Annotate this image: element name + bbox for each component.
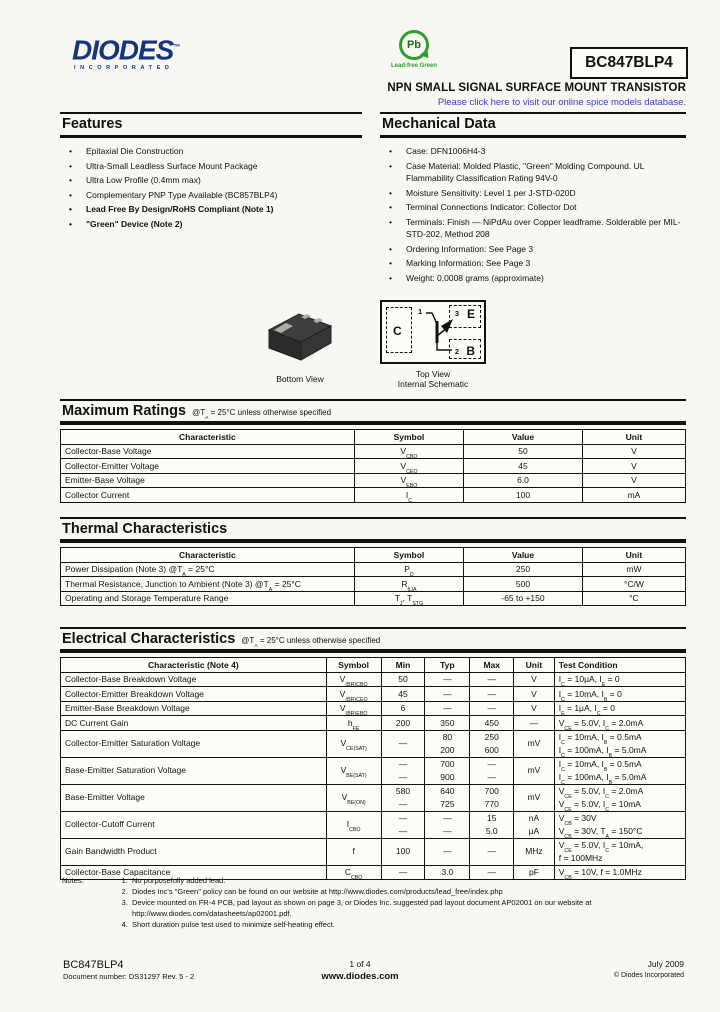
diodes-logo bbox=[72, 34, 212, 71]
table-cell: $R_{\theta JA}$ bbox=[354, 577, 463, 592]
table-cell: DC Current Gain bbox=[61, 716, 327, 731]
footer-date: July 2009 bbox=[647, 959, 684, 969]
table-row bbox=[61, 757, 686, 784]
conditions-note: $@T_A = 25^\circ C$ unless otherwise specified bbox=[192, 408, 332, 421]
table-cell: Collector-Base Capacitance bbox=[61, 865, 327, 880]
table-cell: $P_D$ bbox=[354, 562, 463, 577]
feature-item: • Ultra-Small Leadless Surface Mount Package bbox=[60, 160, 362, 173]
table-cell: mV bbox=[514, 757, 555, 784]
table-cell: mW bbox=[582, 562, 685, 577]
table-cell: V bbox=[514, 687, 555, 702]
table-cell: f bbox=[326, 838, 381, 865]
page-footer bbox=[0, 958, 720, 998]
package-3d-icon bbox=[257, 306, 343, 364]
table-cell: $V_{CB} = 10V$, f = 1.0MHz bbox=[554, 865, 685, 880]
features-list bbox=[60, 145, 362, 230]
table-cell: 250 bbox=[464, 562, 583, 577]
lead-free-green-badge bbox=[391, 30, 437, 69]
top-view-label: Top View Internal Schematic bbox=[397, 369, 469, 389]
table-cell: — — bbox=[381, 757, 425, 784]
table-cell: $V_{(BR)EBO}$ bbox=[326, 701, 381, 716]
table-row bbox=[61, 701, 686, 716]
table-cell: $I_E = 1\mu A$, $I_C = 0$ bbox=[554, 701, 685, 716]
table-cell: Emitter-Base Voltage bbox=[61, 473, 355, 488]
column-header: Unit bbox=[582, 548, 685, 563]
table-cell: V bbox=[582, 473, 685, 488]
table-cell: — bbox=[470, 701, 514, 716]
table-cell: Collector-Emitter Breakdown Voltage bbox=[61, 687, 327, 702]
table-cell: 350 bbox=[425, 716, 470, 731]
table-cell: — bbox=[470, 687, 514, 702]
table-cell: 50 bbox=[381, 672, 425, 687]
table-cell: $V_{(BR)CBO}$ bbox=[326, 672, 381, 687]
page-title: NPN SMALL SIGNAL SURFACE MOUNT TRANSISTOR bbox=[387, 82, 686, 94]
column-header: Test Condition bbox=[554, 658, 685, 673]
mechanical-data-section bbox=[380, 112, 686, 286]
lead-free-icon bbox=[399, 30, 429, 60]
mechanical-data-list bbox=[380, 145, 686, 284]
pin-label-e: E bbox=[466, 307, 475, 321]
table-cell: 700 770 bbox=[470, 784, 514, 811]
table-cell: 580 — bbox=[381, 784, 425, 811]
table-cell: — bbox=[425, 838, 470, 865]
mechanical-item: • Moisture Sensitivity: Level 1 per J-STD-020D bbox=[380, 187, 686, 200]
column-header: Symbol bbox=[354, 430, 463, 445]
column-header: Typ bbox=[425, 658, 470, 673]
table-cell: $T_J$, $T_{STG}$ bbox=[354, 591, 463, 606]
leaf-arrow-icon bbox=[420, 49, 433, 62]
table-cell: pF bbox=[514, 865, 555, 880]
table-cell: Gain Bandwidth Product bbox=[61, 838, 327, 865]
mechanical-item: • Case: DFN1006H4-3 bbox=[380, 145, 686, 158]
table-cell: mA bbox=[582, 488, 685, 503]
table-cell: $V_{CE(SAT)}$ bbox=[326, 730, 381, 757]
thermal-characteristics-section bbox=[60, 517, 686, 606]
conditions-note: $@T_A = 25^\circ C$ unless otherwise specified bbox=[241, 636, 381, 649]
table-cell: $I_C$ bbox=[354, 488, 463, 503]
column-header: Characteristic bbox=[61, 548, 355, 563]
table-cell: Collector-Base Voltage bbox=[61, 444, 355, 459]
column-header: Symbol bbox=[326, 658, 381, 673]
table-cell: — bbox=[425, 687, 470, 702]
table-cell: $I_{CBO}$ bbox=[326, 811, 381, 838]
table-cell: — — bbox=[470, 757, 514, 784]
table-cell: $I_C = 10mA$, $I_B = 0.5mA$ $I_C = 100mA$, $I_B = 5.0mA$ bbox=[554, 730, 685, 757]
table-cell: 6.0 bbox=[464, 473, 583, 488]
schematic-box bbox=[380, 300, 486, 364]
part-number-box: BC847BLP4 bbox=[570, 47, 688, 79]
table-cell: — bbox=[470, 865, 514, 880]
diodes-logo-wordmark: DIODES™ bbox=[72, 34, 180, 66]
feature-item: • Epitaxial Die Construction bbox=[60, 145, 362, 158]
table-row bbox=[61, 459, 686, 474]
note-item: 2. Diodes Inc's "Green" policy can be found on our website at http://www.diodes.com/products/lead_free/index.php bbox=[130, 887, 686, 898]
bottom-view-figure bbox=[250, 306, 350, 384]
table-cell: $V_{CEO}$ bbox=[354, 459, 463, 474]
note-item: 3. Device mounted on FR-4 PCB, pad layout as shown on page 3, or Diodes Inc. suggested pad layout document AP02001 on our website at http://www.diodes.com/datasheets/ap02001.pdf. bbox=[130, 898, 686, 919]
table-row bbox=[61, 784, 686, 811]
heading-rule bbox=[60, 539, 686, 543]
table-cell: Power Dissipation (Note 3) $@T_A = 25^\circ C$ bbox=[61, 562, 355, 577]
table-cell: V bbox=[514, 701, 555, 716]
trademark-symbol: ™ bbox=[173, 44, 180, 51]
table-cell: $V_{CB} = 30V$ $V_{CB} = 30V$, $T_A = 150^\circ C$ bbox=[554, 811, 685, 838]
table-cell: 250 600 bbox=[470, 730, 514, 757]
table-cell: $V_{BE(ON)}$ bbox=[326, 784, 381, 811]
table-header-row bbox=[61, 658, 686, 673]
table-cell: Collector Current bbox=[61, 488, 355, 503]
table-cell: $V_{CE} = 5.0V$, $I_C = 10mA$, f = 100MHz bbox=[554, 838, 685, 865]
notes-label: Notes: bbox=[62, 876, 84, 885]
column-header: Characteristic bbox=[61, 430, 355, 445]
table-cell: 3.0 bbox=[425, 865, 470, 880]
mechanical-item: • Weight: 0.0008 grams (approximate) bbox=[380, 272, 686, 285]
internal-schematic-figure bbox=[378, 300, 488, 389]
table-cell: V bbox=[582, 444, 685, 459]
table-cell: Base-Emitter Voltage bbox=[61, 784, 327, 811]
heading-rule bbox=[60, 421, 686, 425]
table-cell: — — bbox=[425, 811, 470, 838]
maximum-ratings-table bbox=[60, 429, 686, 503]
feature-item: • Ultra Low Profile (0.4mm max) bbox=[60, 174, 362, 187]
table-header-row bbox=[61, 548, 686, 563]
table-cell: Base-Emitter Saturation Voltage bbox=[61, 757, 327, 784]
table-cell: Emitter-Base Breakdown Voltage bbox=[61, 701, 327, 716]
heading-rule bbox=[60, 649, 686, 653]
footer-right bbox=[614, 958, 684, 980]
table-cell: V bbox=[514, 672, 555, 687]
table-cell: Collector-Emitter Saturation Voltage bbox=[61, 730, 327, 757]
table-row bbox=[61, 730, 686, 757]
column-header: Characteristic (Note 4) bbox=[61, 658, 327, 673]
table-cell: $V_{CE} = 5.0V$, $I_C = 2.0mA$ $V_{CE} = 5.0V$, $I_C = 10mA$ bbox=[554, 784, 685, 811]
electrical-characteristics-section bbox=[60, 627, 686, 880]
table-cell: Collector-Base Breakdown Voltage bbox=[61, 672, 327, 687]
table-cell: 45 bbox=[464, 459, 583, 474]
mechanical-item: • Terminals: Finish — NiPdAu over Copper leadframe. Solderable per MIL-STD-202, Method 208 bbox=[380, 216, 686, 241]
pin-label-c: C bbox=[393, 324, 402, 338]
pin-number-3: 3 bbox=[454, 309, 459, 318]
table-cell: $I_C = 10mA$, $I_B = 0.5mA$ $I_C = 100mA$, $I_B = 5.0mA$ bbox=[554, 757, 685, 784]
footer-part-number: BC847BLP4 bbox=[63, 959, 124, 971]
table-cell: $V_{BE(SAT)}$ bbox=[326, 757, 381, 784]
table-cell: 500 bbox=[464, 577, 583, 592]
column-header: Min bbox=[381, 658, 425, 673]
table-cell: — — bbox=[381, 811, 425, 838]
table-cell: V bbox=[582, 459, 685, 474]
table-cell: 80 200 bbox=[425, 730, 470, 757]
features-section bbox=[60, 112, 362, 232]
column-header: Unit bbox=[514, 658, 555, 673]
pin-number-1: 1 bbox=[418, 307, 423, 316]
column-header: Symbol bbox=[354, 548, 463, 563]
table-cell: 640 725 bbox=[425, 784, 470, 811]
table-cell: 50 bbox=[464, 444, 583, 459]
table-row bbox=[61, 562, 686, 577]
table-row bbox=[61, 577, 686, 592]
table-cell: — bbox=[470, 838, 514, 865]
table-cell: 6 bbox=[381, 701, 425, 716]
column-header: Value bbox=[464, 548, 583, 563]
table-cell: $V_{CE} = 5.0V$, $I_C = 2.0mA$ bbox=[554, 716, 685, 731]
footer-website: www.diodes.com bbox=[321, 971, 399, 982]
column-header: Unit bbox=[582, 430, 685, 445]
table-cell: — bbox=[425, 701, 470, 716]
table-cell: 45 bbox=[381, 687, 425, 702]
feature-item: • "Green" Device (Note 2) bbox=[60, 218, 362, 231]
table-cell: 450 bbox=[470, 716, 514, 731]
electrical-heading: Electrical Characteristics $@T_A = 25^\circ C$ unless otherwise specified bbox=[60, 627, 686, 649]
pin-number-2: 2 bbox=[454, 347, 459, 356]
mechanical-data-heading: Mechanical Data bbox=[380, 112, 686, 138]
pb-symbol: Pb bbox=[406, 39, 422, 51]
footer-page-number: 1 of 4 bbox=[349, 959, 371, 969]
table-cell: $I_C = 10\mu A$, $I_E = 0$ bbox=[554, 672, 685, 687]
note-item: 4. Short duration pulse test used to minimize self-heating effect. bbox=[130, 920, 686, 931]
bottom-view-label: Bottom View bbox=[276, 374, 324, 384]
internal-schematic-label: Internal Schematic bbox=[397, 379, 469, 389]
table-cell: — bbox=[381, 865, 425, 880]
diodes-logo-incorporated: INCORPORATED bbox=[74, 65, 174, 72]
lead-free-caption: Lead-free Green bbox=[391, 63, 438, 69]
table-cell: 200 bbox=[381, 716, 425, 731]
table-cell: °C bbox=[582, 591, 685, 606]
features-heading: Features bbox=[60, 112, 362, 138]
footer-center bbox=[0, 958, 720, 982]
table-cell: — bbox=[514, 716, 555, 731]
mechanical-item: • Marking Information: See Page 3 bbox=[380, 257, 686, 270]
table-cell: $C_{CBO}$ bbox=[326, 865, 381, 880]
table-row bbox=[61, 488, 686, 503]
pin-e-pad-outline bbox=[449, 305, 481, 328]
pin-label-b: B bbox=[466, 344, 475, 358]
footer-copyright: © Diodes Incorporated bbox=[613, 972, 684, 979]
footer-doc-number: Document number: DS31297 Rev. 5 - 2 bbox=[63, 972, 195, 981]
thermal-heading: Thermal Characteristics bbox=[60, 517, 686, 539]
spice-models-link[interactable]: Please click here to visit our online spice models database. bbox=[437, 97, 686, 108]
notes-list bbox=[114, 876, 686, 931]
mechanical-item: • Case Material: Molded Plastic, "Green" Molding Compound. UL Flammability Classification Rating 94V-0 bbox=[380, 160, 686, 185]
table-cell: 700 900 bbox=[425, 757, 470, 784]
feature-item: • Lead Free By Design/RoHS Compliant (Note 1) bbox=[60, 203, 362, 216]
table-cell: — bbox=[381, 730, 425, 757]
mechanical-item: • Ordering Information: See Page 3 bbox=[380, 243, 686, 256]
table-cell: — bbox=[425, 672, 470, 687]
feature-item: • Complementary PNP Type Available (BC857BLP4) bbox=[60, 189, 362, 202]
table-cell: $V_{EBO}$ bbox=[354, 473, 463, 488]
table-row bbox=[61, 444, 686, 459]
table-row bbox=[61, 811, 686, 838]
table-header-row bbox=[61, 430, 686, 445]
table-cell: MHz bbox=[514, 838, 555, 865]
table-cell: $h_{FE}$ bbox=[326, 716, 381, 731]
table-row bbox=[61, 687, 686, 702]
table-row bbox=[61, 838, 686, 865]
electrical-table bbox=[60, 657, 686, 880]
maximum-ratings-section bbox=[60, 399, 686, 503]
table-row bbox=[61, 473, 686, 488]
table-cell: $V_{CBO}$ bbox=[354, 444, 463, 459]
pin-b-pad-outline bbox=[449, 339, 481, 359]
table-cell: Thermal Resistance, Junction to Ambient (Note 3) $@T_A = 25^\circ C$ bbox=[61, 577, 355, 592]
table-cell: Collector-Cutoff Current bbox=[61, 811, 327, 838]
table-cell: Collector-Emitter Voltage bbox=[61, 459, 355, 474]
column-header: Value bbox=[464, 430, 583, 445]
note-item: 1. No purposefully added lead. bbox=[130, 876, 686, 887]
table-cell: $I_C = 10mA$, $I_B = 0$ bbox=[554, 687, 685, 702]
table-row bbox=[61, 716, 686, 731]
table-cell: mV bbox=[514, 784, 555, 811]
table-cell: 15 5.0 bbox=[470, 811, 514, 838]
table-cell: $V_{(BR)CEO}$ bbox=[326, 687, 381, 702]
table-cell: °C/W bbox=[582, 577, 685, 592]
table-row bbox=[61, 672, 686, 687]
table-cell: -65 to +150 bbox=[464, 591, 583, 606]
thermal-table bbox=[60, 547, 686, 606]
table-cell: Operating and Storage Temperature Range bbox=[61, 591, 355, 606]
maximum-ratings-heading: Maximum Ratings $@T_A = 25^\circ C$ unless otherwise specified bbox=[60, 399, 686, 421]
column-header: Max bbox=[470, 658, 514, 673]
mechanical-item: • Terminal Connections Indicator: Collector Dot bbox=[380, 201, 686, 214]
table-cell: — bbox=[470, 672, 514, 687]
table-cell: mV bbox=[514, 730, 555, 757]
table-cell: 100 bbox=[381, 838, 425, 865]
table-cell: nA μA bbox=[514, 811, 555, 838]
table-cell: 100 bbox=[464, 488, 583, 503]
notes-section bbox=[62, 876, 686, 931]
table-row bbox=[61, 591, 686, 606]
